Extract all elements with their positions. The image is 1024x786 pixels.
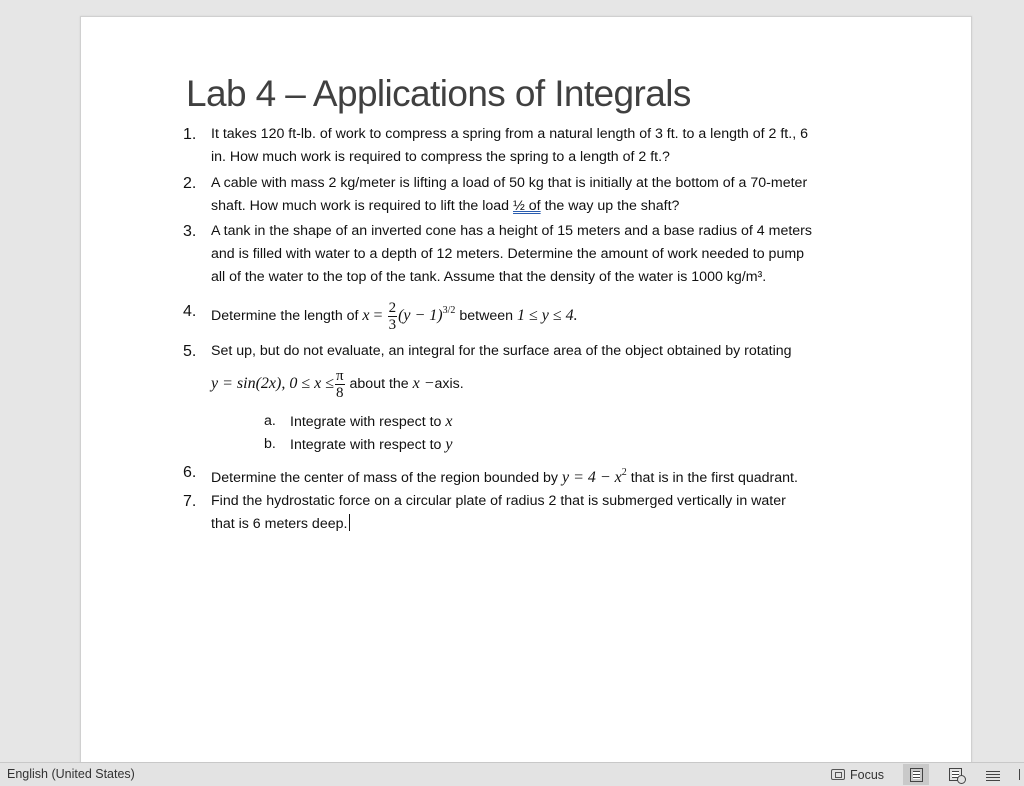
question-text-part: that is in the first quadrant.	[626, 470, 798, 486]
question-text	[211, 367, 851, 401]
half-fraction: ½ of	[513, 198, 541, 214]
question-7	[183, 490, 851, 536]
outline-icon	[986, 769, 1000, 781]
text-cursor	[349, 514, 350, 531]
question-text-part: between	[455, 308, 517, 324]
fraction-numerator: π	[336, 367, 344, 384]
question-4	[183, 293, 851, 334]
math-expression: y = sin(2x), 0 ≤ x ≤	[211, 375, 334, 392]
math-operator: =	[369, 307, 387, 324]
question-text-part: shaft. How much work is required to lift the load	[211, 198, 514, 214]
math-exponent: 2	[621, 467, 627, 478]
question-text: It takes 120 ft-lb. of work to compress a spring from a natural length of 3 ft. to a length of 2 ft., 6	[211, 126, 808, 142]
question-1	[183, 123, 851, 169]
question-text-part: axis.	[434, 376, 464, 392]
print-layout-button[interactable]	[903, 764, 929, 785]
question-text	[211, 513, 851, 536]
print-layout-icon	[910, 768, 923, 782]
math-variable: x	[445, 413, 453, 430]
web-layout-icon	[949, 768, 962, 781]
question-text: A cable with mass 2 kg/meter is lifting a load of 50 kg that is initially at the bottom of a 70-meter	[211, 175, 808, 191]
list-item-text	[290, 410, 452, 434]
math-expression: y = 4 − x	[561, 469, 622, 486]
math-variable: y	[445, 436, 453, 453]
question-number: 3.	[183, 223, 197, 240]
question-number: 1.	[183, 126, 197, 143]
document-page[interactable]	[80, 16, 972, 762]
fraction-denominator: 8	[336, 384, 344, 401]
question-5	[183, 340, 851, 401]
outline-view-button[interactable]	[980, 764, 1006, 785]
fraction	[335, 368, 345, 401]
question-6	[183, 461, 891, 490]
language-indicator[interactable]: English (United States)	[7, 767, 135, 781]
question-text: A tank in the shape of an inverted cone has a height of 15 meters and a base radius of 4 meters	[211, 223, 812, 239]
list-item-label: Integrate with respect to	[290, 414, 446, 430]
question-number: 7.	[183, 493, 197, 510]
question-number: 5.	[183, 343, 197, 360]
focus-button[interactable]	[831, 766, 884, 783]
question-3	[183, 220, 851, 289]
list-item-letter: b.	[264, 436, 276, 452]
focus-icon	[831, 769, 845, 780]
web-layout-button[interactable]	[942, 764, 968, 785]
question-text: in. How much work is required to compress the spring to a length of 2 ft.?	[211, 149, 670, 165]
status-bar	[0, 762, 1024, 786]
list-item-text	[290, 433, 452, 457]
question-text: Set up, but do not evaluate, an integral for the surface area of the object obtained by rotating	[211, 343, 792, 359]
list-item-label: Integrate with respect to	[290, 437, 446, 453]
question-text	[211, 293, 851, 334]
question-text-part: Determine the length of	[211, 308, 363, 324]
question-text-part: Determine the center of mass of the region bounded by	[211, 470, 562, 486]
draft-view-edge-icon	[1019, 769, 1022, 780]
question-number: 6.	[183, 464, 197, 481]
question-text-part: about the	[345, 376, 413, 392]
document-title: Lab 4 – Applications of Integrals	[186, 73, 691, 114]
question-text	[211, 461, 891, 490]
question-text-part: that is 6 meters deep.	[211, 516, 348, 532]
question-text	[211, 195, 851, 218]
question-number: 2.	[183, 175, 197, 192]
fraction-denominator: 3	[388, 316, 397, 333]
fraction	[388, 300, 398, 333]
question-text: Find the hydrostatic force on a circular plate of radius 2 that is submerged vertically in water	[211, 493, 786, 509]
question-text: and is filled with water to a depth of 12 meters. Determine the amount of work needed to pump	[211, 246, 805, 262]
question-number: 4.	[183, 303, 197, 320]
question-text: all of the water to the top of the tank. Assume that the density of the water is 1000 kg/m³.	[211, 269, 767, 285]
math-variable: x	[362, 307, 370, 324]
fraction-numerator: 2	[388, 299, 397, 316]
math-exponent: 3/2	[442, 305, 456, 316]
focus-label: Focus	[850, 767, 885, 782]
math-expression: (y − 1)	[398, 307, 443, 324]
list-item-letter: a.	[264, 413, 276, 429]
math-expression: x −	[412, 375, 435, 392]
math-expression: 1 ≤ y ≤ 4.	[516, 307, 578, 324]
question-2	[183, 172, 851, 218]
question-text-part: the way up the shaft?	[540, 198, 680, 214]
